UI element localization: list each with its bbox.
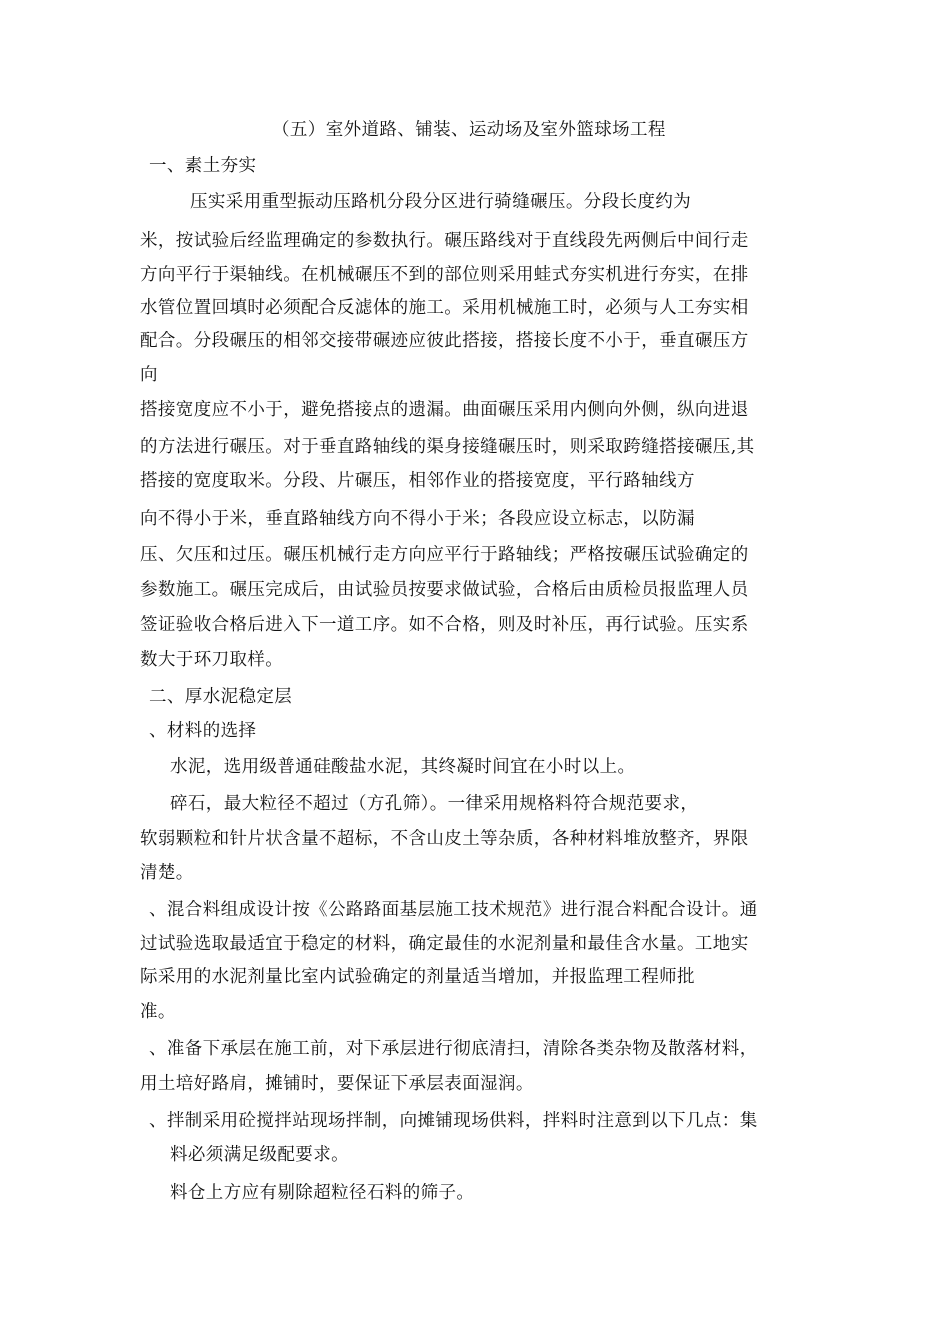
paragraph-line: 米，按试验后经监理确定的参数执行。碾压路线对于直线段先两侧后中间行走 [140, 231, 749, 251]
paragraph-line: 、混合料组成设计按《公路路面基层施工技术规范》进行混合料配合设计。通 [149, 900, 758, 920]
paragraph-line: 料仓上方应有剔除超粒径石料的筛子。 [170, 1183, 475, 1203]
paragraph-line: 压、欠压和过压。碾压机械行走方向应平行于路轴线；严格按碾压试验确定的 [140, 545, 749, 565]
paragraph-line: 方向平行于渠轴线。在机械碾压不到的部位则采用蛙式夯实机进行夯实，在排 [140, 265, 749, 285]
paragraph-line: 参数施工。碾压完成后，由试验员按要求做试验，合格后由质检员报监理人员 [140, 580, 749, 600]
paragraph-line: 清楚。 [140, 863, 194, 883]
document-title: （五）室外道路、铺装、运动场及室外篮球场工程 [272, 120, 666, 140]
paragraph-line: 碎石，最大粒径不超过（方孔筛）。一律采用规格料符合规范要求， [170, 794, 699, 814]
paragraph-line: 水管位置回填时必须配合反滤体的施工。采用机械施工时，必须与人工夯实相 [140, 298, 749, 318]
paragraph-line: 际采用的水泥剂量比室内试验确定的剂量适当增加，并报监理工程师批 [140, 967, 695, 987]
paragraph-line: 的方法进行碾压。对于垂直路轴线的渠身接缝碾压时，则采取跨缝搭接碾压,其 [140, 437, 755, 457]
paragraph-line: 料必须满足级配要求。 [170, 1145, 349, 1165]
paragraph-line: 数大于环刀取样。 [140, 650, 284, 670]
paragraph-line: 搭接的宽度取米。分段、片碾压，相邻作业的搭接宽度，平行路轴线方 [140, 471, 695, 491]
section-heading: 一、素土夯实 [149, 156, 257, 176]
paragraph-line: 水泥，选用级普通硅酸盐水泥，其终凝时间宜在小时以上。 [170, 757, 636, 777]
paragraph-line: 向不得小于米，垂直路轴线方向不得小于米；各段应设立标志，以防漏 [140, 509, 695, 529]
paragraph-line: 配合。分段碾压的相邻交接带碾迹应彼此搭接，搭接长度不小于，垂直碾压方 [140, 331, 749, 351]
paragraph-line: 搭接宽度应不小于，避免搭接点的遗漏。曲面碾压采用内侧向外侧，纵向进退 [140, 400, 749, 420]
paragraph-line: 、拌制采用砼搅拌站现场拌制，向摊铺现场供料，拌料时注意到以下几点：集 [149, 1111, 758, 1131]
paragraph-line: 过试验选取最适宜于稳定的材料，确定最佳的水泥剂量和最佳含水量。工地实 [140, 934, 749, 954]
paragraph-line: 、准备下承层在施工前，对下承层进行彻底清扫，清除各类杂物及散落材料， [149, 1039, 758, 1059]
paragraph-line: 压实采用重型振动压路机分段分区进行骑缝碾压。分段长度约为 [190, 192, 692, 212]
subsection-heading: 、材料的选择 [149, 721, 257, 741]
paragraph-line: 签证验收合格后进入下一道工序。如不合格，则及时补压，再行试验。压实系 [140, 615, 749, 635]
paragraph-line: 软弱颗粒和针片状含量不超标，不含山皮土等杂质，各种材料堆放整齐，界限 [140, 829, 749, 849]
section-heading: 二、厚水泥稳定层 [149, 687, 293, 707]
paragraph-line: 向 [140, 365, 158, 385]
paragraph-line: 准。 [140, 1002, 176, 1022]
paragraph-line: 用土培好路肩，摊铺时，要保证下承层表面湿润。 [140, 1074, 534, 1094]
